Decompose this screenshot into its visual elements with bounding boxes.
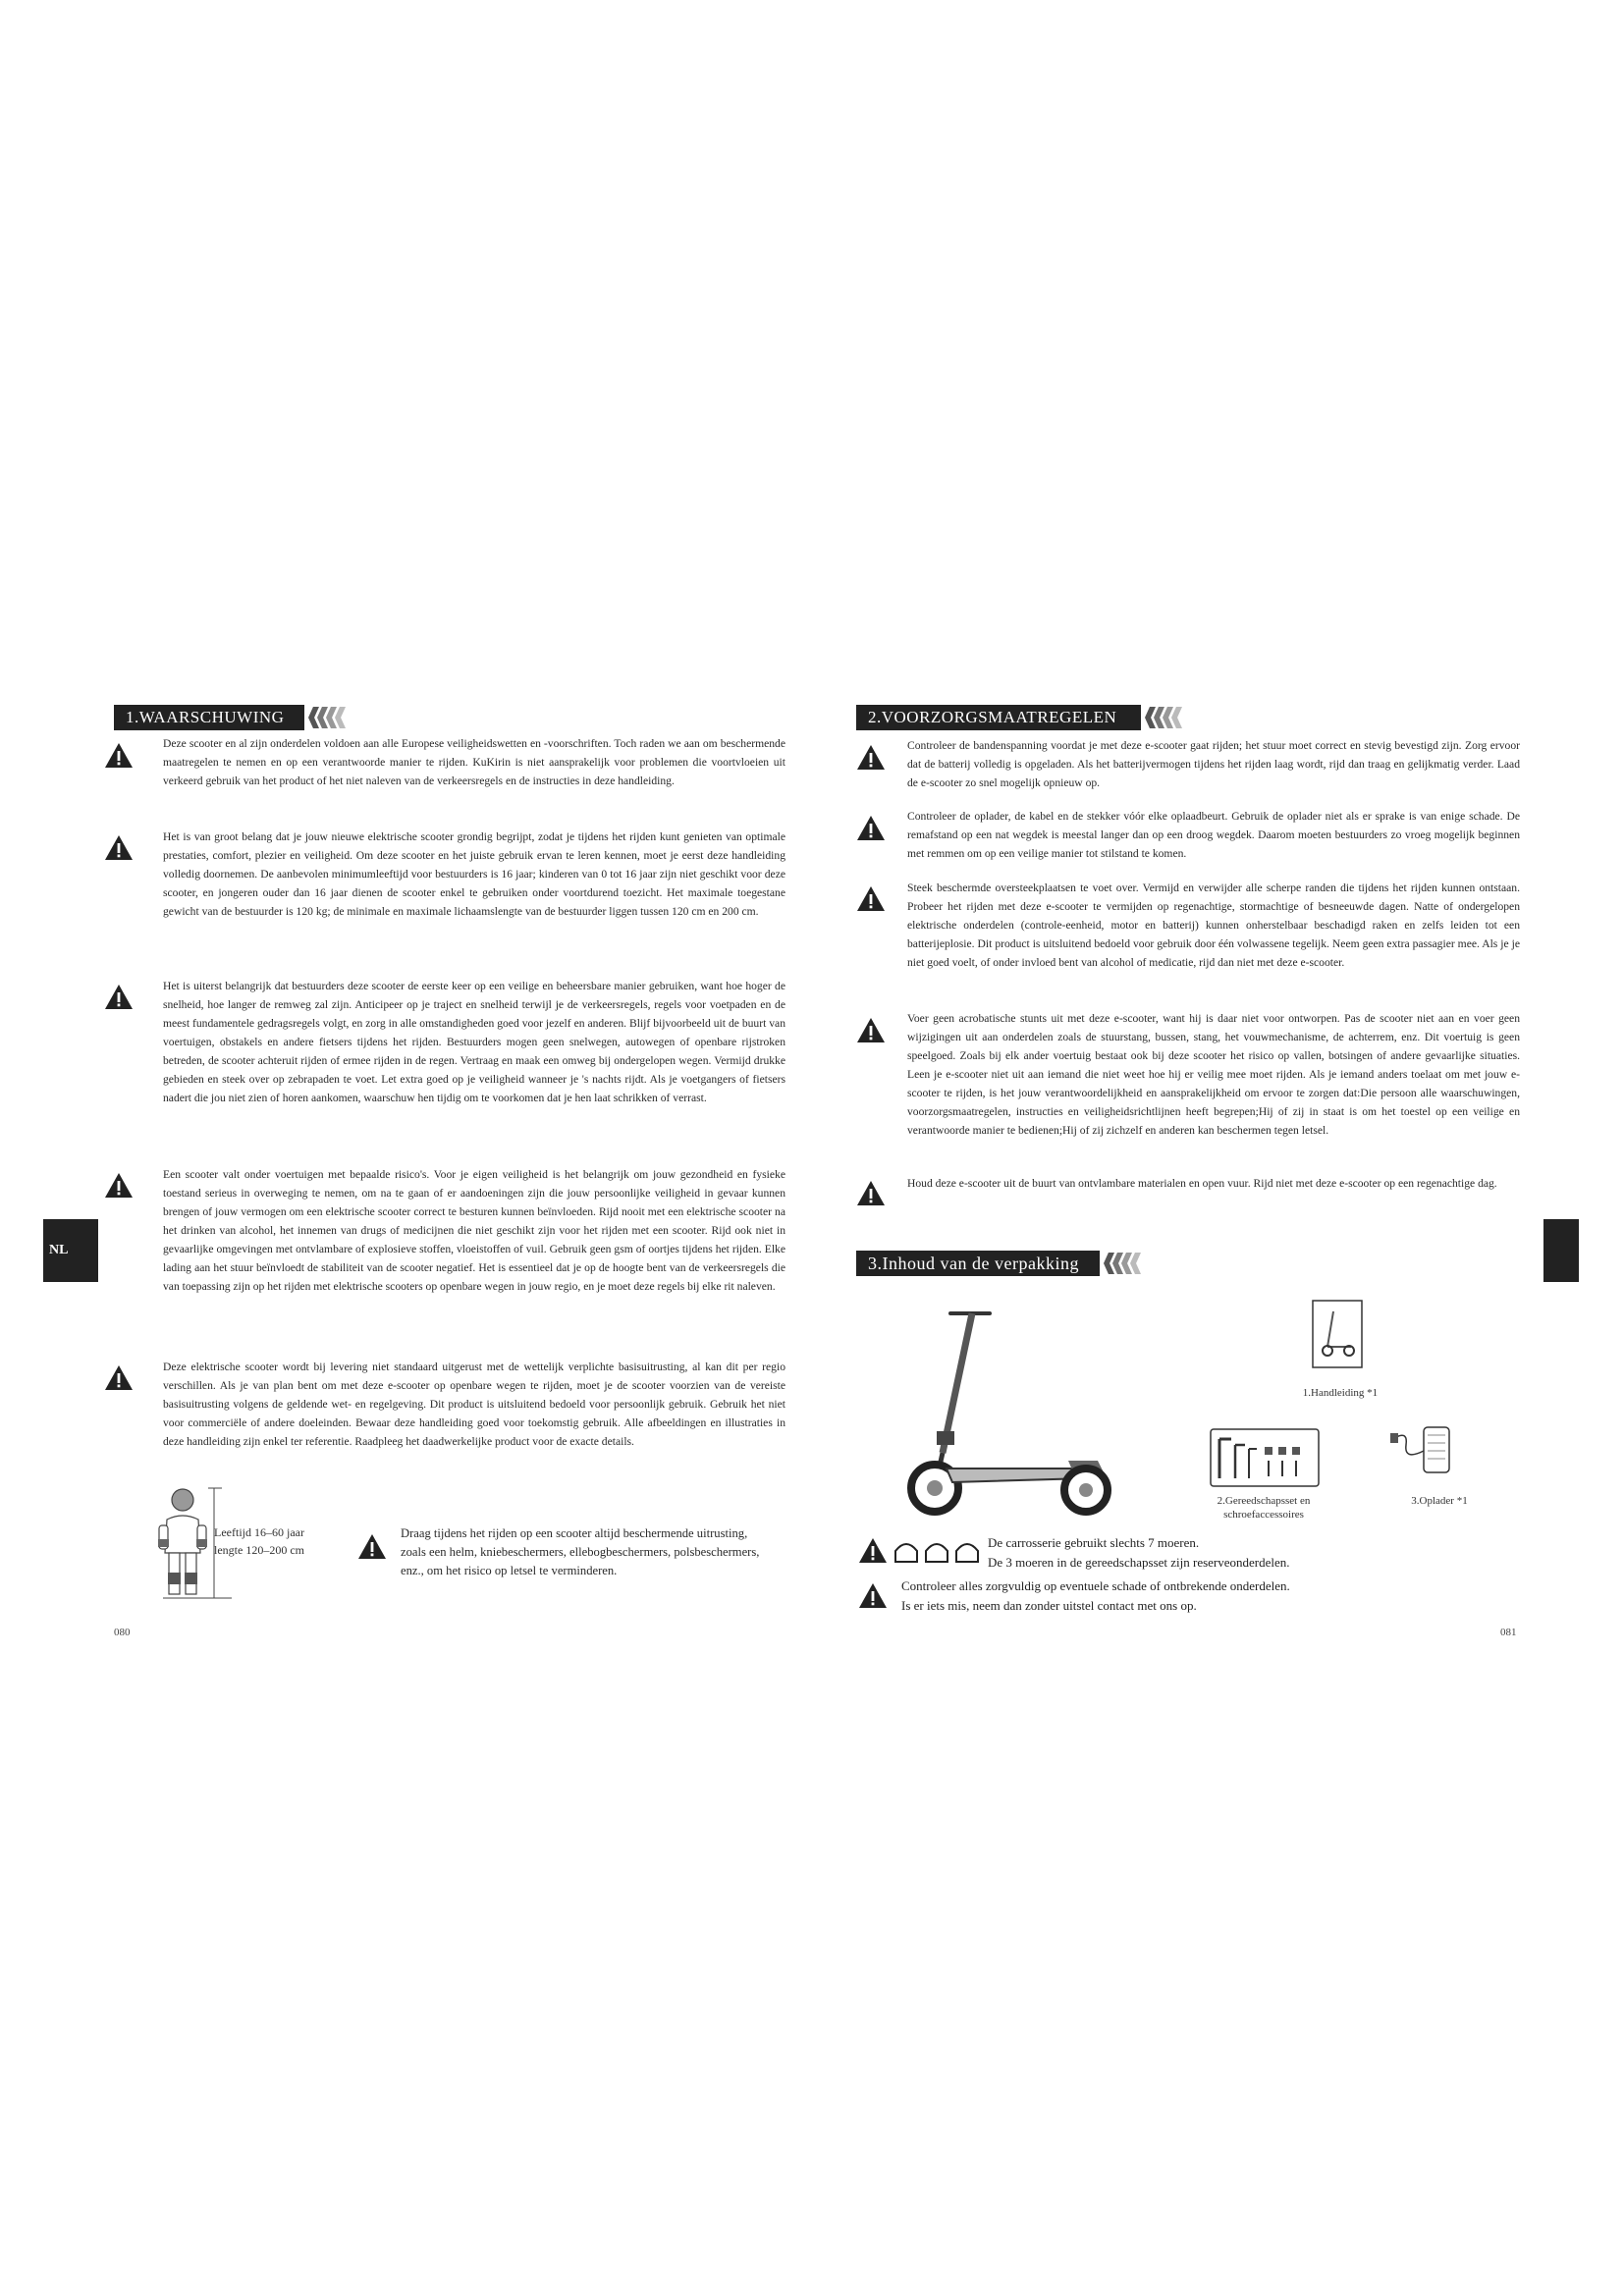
- warning-paragraph-1: Deze scooter en al zijn onderdelen voldoen aan alle Europese veiligheidswetten en -voorschriften. Toch raden we aan om beschermende maatregelen te nemen en op een verantwoorde manier te rijden. KuKirin is niet aansprakelijk voor problemen die voortvloeien uit verkeerd gebruik van het product of het niet naleven van de verkeersregels en de instructies in deze handleiding.: [163, 737, 785, 787]
- charger-image: [1386, 1421, 1459, 1484]
- warning-icon: [856, 1180, 886, 1206]
- tool-kit-caption: 2.Gereedschapsset en schroefaccessoires: [1217, 1495, 1311, 1521]
- section-header-warning: [114, 705, 346, 730]
- tool-kit-image: [1210, 1425, 1320, 1488]
- warning-paragraph-2: Het is van groot belang dat je jouw nieuwe elektrische scooter grondig begrijpt, zodat je tijdens het rijden kunt genieten van optimale prestaties, comfort, plezier en veiligheid. Om deze scooter en het juiste gebruik ervan te leren kennen, moet je eerst deze handleiding volledig doornemen. De aanbevolen minimumleeftijd voor bestuurders is 16 jaar; kinderen van 0 tot 16 jaar zijn niet geschikt voor deze scooter, en jongeren ouder dan 16 jaar dienen de scooter enkel te gebruiken onder voortdurend toezicht. Het maximale toegestane gewicht van de bestuurder is 120 kg; de minimale en maximale lichaamslengte van de bestuurder liggen tussen 120 cm en 200 cm.: [163, 830, 785, 918]
- warning-icon: [858, 1582, 888, 1609]
- language-tab: NL: [43, 1219, 98, 1282]
- charger-caption: 3.Oplader *1: [1411, 1495, 1468, 1507]
- warning-icon: [856, 885, 886, 912]
- side-tab-right: [1543, 1219, 1579, 1282]
- warning-icon: [104, 984, 134, 1010]
- rider-requirements: [214, 1523, 304, 1559]
- page-number-right: 081: [1500, 1627, 1517, 1638]
- page-number-left: 080: [114, 1627, 131, 1638]
- rider-age: Leeftijd 16–60 jaar: [214, 1525, 304, 1539]
- scooter-image: [901, 1296, 1127, 1522]
- warning-icon: [104, 834, 134, 861]
- warning-paragraph-3: Het is uiterst belangrijk dat bestuurders deze scooter de eerste keer op een veilige en beheersbare manier gebruiken, want hoe hoger de snelheid, hoe langer de remweg zal zijn. Anticipeer op je traject en snelheid terwijl je de verkeersregels, regels voor voetpaden en de meest fundamentele gedragsregels volgt, en zorg in alle omstandigheden goed voor jezelf en anderen. Blijf bijvoorbeeld uit de buurt van voertuigen, obstakels en andere fietsers tijdens het rijden. Bestuurders mogen geen snelwegen, autowegen of openbare rijstroken betreden, de scooter achteruit rijden of ermee rijden in de regen. Vertraag en maak een omweg bij ondergelopen wegen. Vermijd drukke gebieden en steek over op zebrapaden te voet. Let extra goed op je veiligheid wanneer je 's nachts rijdt. Als je voetgangers of fietsers nadert die jou niet zien of horen aankomen, waarschuw hen tijdig om te voorkomen dat je hen laat schrikken of verrast.: [163, 980, 785, 1104]
- rider-height: lengte 120–200 cm: [214, 1543, 304, 1557]
- manual-caption: 1.Handleiding *1: [1302, 1387, 1379, 1399]
- package-note-2: De 3 moeren in de gereedschapsset zijn reserveonderdelen.: [988, 1555, 1290, 1570]
- package-note-1: De carrosserie gebruikt slechts 7 moeren.: [988, 1535, 1200, 1550]
- section-header-precautions: [856, 705, 1182, 730]
- warning-paragraph-4: Een scooter valt onder voertuigen met bepaalde risico's. Voor je eigen veiligheid is het belangrijk om jouw gezondheid en fysieke toestand serieus in overweging te nemen, om na te gaan of er aandoeningen zijn die jouw persoonlijke veiligheid in gevaar kunnen brengen of jouw vermogen om een elektrische scooter correct te besturen kunnen beïnvloeden. Rijd nooit met een elektrische scooter na het drinken van alcohol, het innemen van drugs of medicijnen die niet geschikt zijn voor het rijden met een scooter. Rijd ook niet in gevaarlijke omgevingen met ontvlambare of explosieve stoffen, vloeistoffen of vuil. Gebruik geen gsm of oortjes tijdens het rijden. Elke lading aan het stuur beïnvloedt de stabiliteit van de scooter negatief. Het is essentieel dat je op de hoogte bent van de verkeersregels die van toepassing zijn op het rijden met elektrische scooters op openbare wegen in jouw regio, en je moet deze regels bij elke rit naleven.: [163, 1168, 785, 1293]
- precaution-paragraph-5: Houd deze e-scooter uit de buurt van ontvlambare materialen en open vuur. Rijd niet met deze e-scooter op een regenachtige dag.: [907, 1177, 1497, 1190]
- precaution-paragraph-3: Steek beschermde oversteekplaatsen te voet over. Vermijd en verwijder alle scherpe randen die tijdens het rijden kunnen ontstaan. Probeer het rijden met deze e-scooter te vermijden op regenachtige, stormachtige of besneeuwde dagen. Natte of ondergelopen elektrische onderdelen (controle-eenheid, motor en batterij) kunnen onherstelbaar beschadigd raken en zelfs leiden tot een batterijeplosie. Dit product is uitsluitend bedoeld voor gebruik door één volwassene tegelijk. Neem geen extra passagier mee. Als je je niet goed voelt, of onder invloed bent van alcohol of medicatie, rijd dan niet met deze e-scooter.: [907, 881, 1520, 969]
- warning-icon: [858, 1537, 888, 1564]
- warning-icon: [357, 1533, 387, 1560]
- package-note-3: Controleer alles zorgvuldig op eventuele schade of ontbrekende onderdelen.: [901, 1578, 1290, 1593]
- warning-paragraph-5: Deze elektrische scooter wordt bij levering niet standaard uitgerust met de wettelijk verplichte basisuitrusting, al kan dit per regio verschillen. Als je van plan bent om met deze e-scooter op openbare wegen te rijden, moet je de scooter voorzien van de vereiste basisuitrusting volgens de geldende wet- en regelgeving. Dit product is uitsluitend bedoeld voor persoonlijk gebruik. Gebruik het niet voor commerciële of andere doeleinden. Bewaar deze handleiding goed voor toekomstig gebruik. Alle afbeeldingen en illustraties in deze handleiding zijn enkel ter referentie. Raadpleeg het daadwerkelijke product voor de exacte details.: [163, 1361, 785, 1448]
- section-title: 1.WAARSCHUWING: [114, 705, 304, 730]
- chevron-decoration-icon: [310, 707, 346, 728]
- warning-icon: [104, 1364, 134, 1391]
- warning-icon: [104, 742, 134, 769]
- chevron-decoration-icon: [1106, 1253, 1141, 1274]
- protective-gear-warning: Draag tijdens het rijden op een scooter altijd beschermende uitrusting, zoals een helm, kniebeschermers, ellebogbeschermers, polsbeschermers, enz., om het risico op letsel te verminderen.: [401, 1526, 760, 1577]
- warning-icon: [856, 1017, 886, 1043]
- precaution-paragraph-2: Controleer de oplader, de kabel en de stekker vóór elke oplaadbeurt. Gebruik de oplader niet als er sprake is van enige schade. De remafstand op een nat wegdek is meestal langer dan op een droog wegdek. Daarom moeten bestuurders zo vroeg mogelijk beginnen met remmen om op een veilige manier tot stilstand te komen.: [907, 810, 1520, 860]
- precaution-paragraph-1: Controleer de bandenspanning voordat je met deze e-scooter gaat rijden; het stuur moet correct en stevig bevestigd zijn. Zorg ervoor dat de batterij volledig is opgeladen. Als het batterijvermogen tijdens het rijden laag wordt, rijd dan traag en gelijkmatig verder. Laad de e-scooter zo snel mogelijk opnieuw op.: [907, 739, 1520, 789]
- precaution-paragraph-4: Voer geen acrobatische stunts uit met deze e-scooter, want hij is daar niet voor ontworpen. Pas de scooter niet aan en voer geen wijzigingen uit aan onderdelen zoals de stuurstang, bussen, stang, het vouwmechanisme, de achterrem, enz. Dit voertuig is geen speelgoed. Zoals bij elk ander voertuig bestaat ook bij deze scooter het risico op vallen, botsingen of andere gevaarlijke situaties. Leen je e-scooter niet uit aan iemand die niet weet hoe hij er veilig mee moet rijden. Als je iemand anders toelaat om met jouw e-scooter te rijden, is het jouw verantwoordelijkheid en aansprakelijkheid om ervoor te zorgen dat:Die persoon alle waarschuwingen, voorzorgsmaatregelen, instructies en veiligheidsrichtlijnen heeft begrepen;Hij of zij in staat is om het toestel op een veilige en verantwoorde manier te bedienen;Hij of zij zichzelf en anderen kan beschermen tegen letsel.: [907, 1012, 1520, 1137]
- warning-icon: [104, 1172, 134, 1199]
- section-title: 3.Inhoud van de verpakking: [856, 1251, 1100, 1276]
- manual-image: [1312, 1300, 1363, 1368]
- package-note-4: Is er iets mis, neem dan zonder uitstel contact met ons op.: [901, 1598, 1197, 1613]
- nut-icon: [893, 1535, 982, 1565]
- warning-icon: [856, 744, 886, 771]
- chevron-decoration-icon: [1147, 707, 1182, 728]
- section-title: 2.VOORZORGSMAATREGELEN: [856, 705, 1141, 730]
- warning-icon: [856, 815, 886, 841]
- section-header-package: [856, 1251, 1141, 1276]
